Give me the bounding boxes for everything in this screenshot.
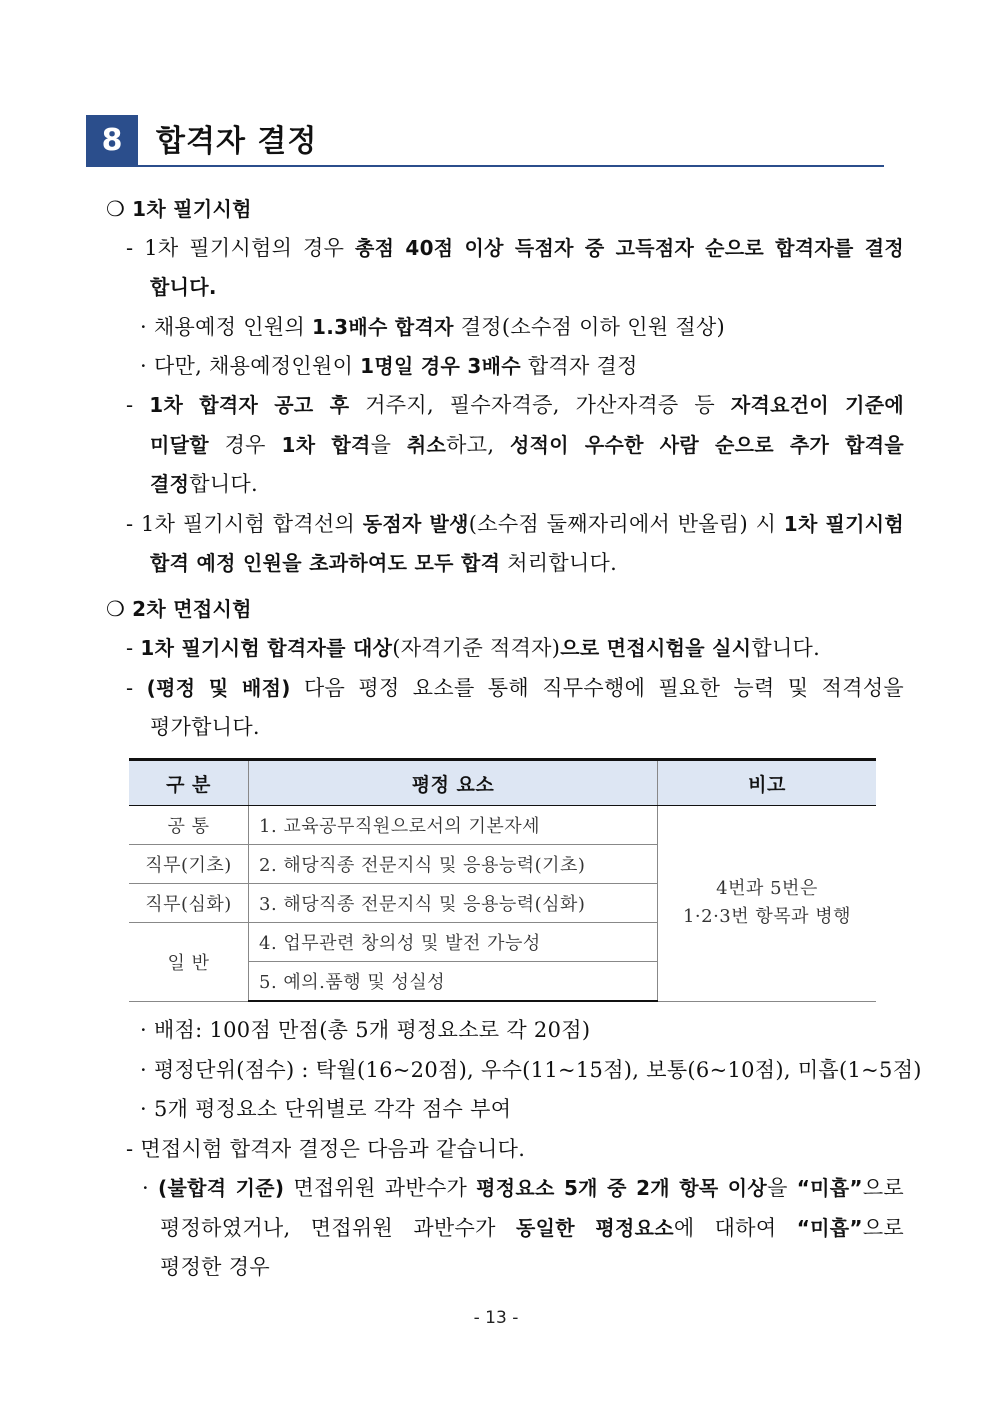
section-underline — [138, 165, 884, 167]
row-item: 3. 해당직종 전문지식 및 응용능력(심화) — [249, 884, 658, 923]
circle-bullet-icon: ❍ — [106, 197, 126, 221]
part1-line2-cont2: 결정합니다. — [150, 472, 258, 496]
table-header-row — [129, 760, 876, 806]
part1-line1: - 1차 필기시험의 경우 총점 40점 이상 득점자 중 고득점자 순으로 합격자를 결정 — [126, 236, 904, 260]
row-note — [658, 806, 877, 1002]
part2-line1: - 1차 필기시험 합격자를 대상(자격기준 적격자)으로 면접시험을 실시합니다. — [126, 636, 821, 660]
row-category: 공 통 — [129, 806, 249, 845]
row-item: 4. 업무관련 창의성 및 발전 가능성 — [249, 923, 658, 962]
part2-line3: - 면접시험 합격자 결정은 다음과 같습니다. — [126, 1137, 526, 1161]
row-item: 5. 예의.품행 및 성실성 — [249, 962, 658, 1002]
header-note: 비고 — [658, 760, 877, 806]
part1-line2-cont1: 미달할 경우 1차 합격을 취소하고, 성적이 우수한 사람 순으로 추가 합격을 — [150, 433, 905, 457]
row-category: 직무(기초) — [129, 845, 249, 884]
section-title: 합격자 결정 — [156, 124, 318, 159]
row-item: 1. 교육공무직원으로서의 기본자세 — [249, 806, 658, 845]
evaluation-table — [129, 758, 876, 1002]
fail-criteria-cont2: 평정한 경우 — [160, 1255, 270, 1279]
header-category: 구 분 — [129, 760, 249, 806]
part1-line2: - 1차 합격자 공고 후 거주지, 필수자격증, 가산자격증 등 자격요건이 기준에 — [126, 393, 904, 417]
part2-bullet3: · 5개 평정요소 단위별로 각각 점수 부여 — [140, 1097, 512, 1121]
part1-line1-cont: 합니다. — [150, 275, 217, 299]
part2-line2-cont: 평가합니다. — [150, 715, 260, 739]
note-line2: 1·2·3번 항목과 병행 — [682, 906, 852, 928]
part1-line3-cont: 합격 예정 인원을 초과하여도 모두 합격 처리합니다. — [150, 551, 618, 575]
row-category: 직무(심화) — [129, 884, 249, 923]
part2-heading: ❍ 2차 면접시험 — [106, 597, 252, 621]
table-row — [129, 806, 876, 845]
part2-bullet2: · 평정단위(점수) : 탁월(16~20점), 우수(11~15점), 보통(6~10점), 미흡(1~5점) — [140, 1058, 922, 1082]
fail-criteria-cont1: 평정하였거나, 면접위원 과반수가 동일한 평정요소에 대하여 “미흡”으로 — [160, 1216, 905, 1240]
section-header — [86, 115, 884, 167]
fail-criteria: · (불합격 기준) 면접위원 과반수가 평정요소 5개 중 2개 항목 이상을 “미흡”으로 — [142, 1176, 905, 1200]
part1-sub1: · 채용예정 인원의 1.3배수 합격자 결정(소수점 이하 인원 절상) — [140, 315, 726, 339]
part2-line2: - (평정 및 배점) 다음 평정 요소를 통해 직무수행에 필요한 능력 및 적격성을 — [126, 676, 905, 700]
row-category: 일 반 — [129, 923, 249, 1002]
part1-sub2: · 다만, 채용예정인원이 1명일 경우 3배수 합격자 결정 — [140, 354, 638, 378]
part1-line3: - 1차 필기시험 합격선의 동점자 발생(소수점 둘째자리에서 반올림) 시 1차 필기시험 — [126, 512, 904, 536]
note-line1: 4번과 5번은 — [716, 878, 818, 900]
section-number: 8 — [86, 115, 138, 167]
part1-heading: ❍ 1차 필기시험 — [106, 197, 252, 221]
header-element: 평정 요소 — [249, 760, 658, 806]
part2-bullet1: · 배점: 100점 만점(총 5개 평정요소로 각 20점) — [140, 1018, 591, 1042]
row-item: 2. 해당직종 전문지식 및 응용능력(기초) — [249, 845, 658, 884]
page-number: - 13 - — [473, 1308, 519, 1328]
circle-bullet-icon: ❍ — [106, 597, 126, 621]
